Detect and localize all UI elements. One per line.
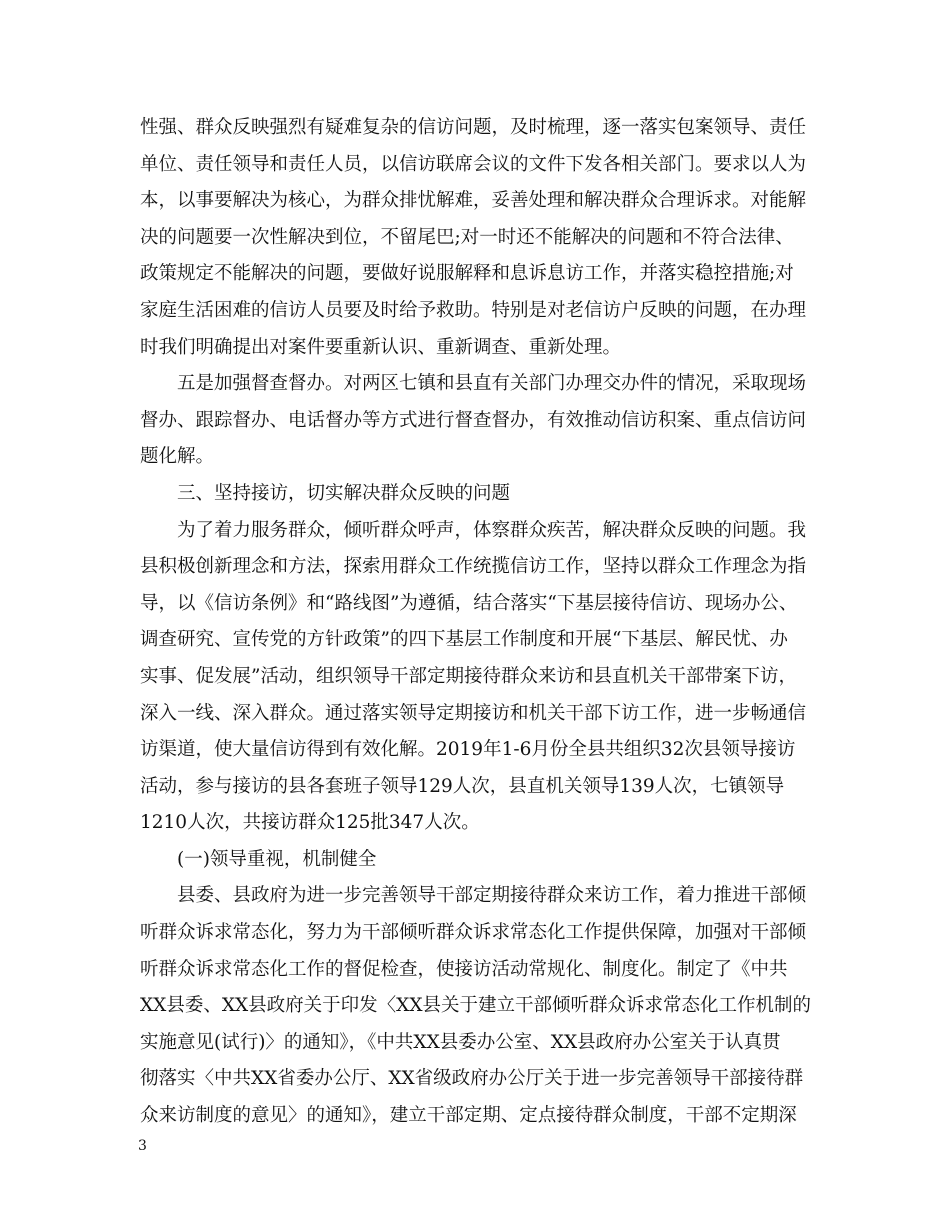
paragraph-line: 决的问题要一次性解决到位，不留尾巴;对一时还不能解决的问题和不符合法律、 [140, 226, 794, 248]
paragraph-line: XX县委、XX县政府关于印发〈XX县关于建立干部倾听群众诉求常态化工作机制的 [140, 995, 812, 1017]
paragraph-line: 活动，参与接访的县各套班子领导129人次，县直机关领导139人次，七镇领导 [140, 775, 785, 797]
paragraph-line: 为了着力服务群众，倾听群众呼声，体察群众疾苦，解决群众反映的问题。我 [177, 519, 807, 541]
paragraph-line: 本，以事要解决为核心，为群众排忧解难，妥善处理和解决群众合理诉求。对能解 [140, 190, 807, 212]
paragraph-line: 深入一线、深入群众。通过落实领导定期接访和机关干部下访工作，进一步畅通信 [140, 702, 807, 724]
paragraph-line: 政策规定不能解决的问题，要做好说服解释和息诉息访工作，并落实稳控措施;对 [140, 263, 794, 285]
paragraph-line: 听群众诉求常态化，努力为干部倾听群众诉求常态化工作提供保障，加强对干部倾 [140, 922, 807, 944]
paragraph-line: 题化解。 [140, 446, 215, 468]
paragraph-line: 实施意见(试行)〉的通知》，《中共XX县委办公室、XX县政府办公室关于认真贯 [140, 1031, 781, 1053]
paragraph-line: 访渠道，使大量信访得到有效化解。2019年1-6月份全县共组织32次县领导接访 [140, 739, 796, 761]
paragraph-line: 彻落实〈中共XX省委办公厅、XX省级政府办公厅关于进一步完善领导干部接待群 [140, 1068, 804, 1090]
paragraph-line: 听群众诉求常态化工作的督促检查，使接访活动常规化、制度化。制定了《中共 [140, 958, 788, 980]
paragraph-line: 督办、跟踪督办、电话督办等方式进行督查督办，有效推动信访积案、重点信访问 [140, 409, 807, 431]
section-heading: 三、坚持接访，切实解决群众反映的问题 [177, 482, 511, 504]
paragraph-line: 性强、群众反映强烈有疑难复杂的信访问题，及时梳理，逐一落实包案领导、责任 [140, 117, 807, 138]
paragraph-line: 导，以《信访条例》和“路线图”为遵循，结合落实“下基层接待信访、现场办公、 [140, 592, 798, 614]
paragraph-line: 县委、县政府为进一步完善领导干部定期接待群众来访工作，着力推进干部倾 [177, 885, 807, 907]
subsection-heading: (一)领导重视，机制健全 [177, 848, 377, 870]
paragraph-line: 时我们明确提出对案件要重新认识、重新调查、重新处理。 [140, 336, 622, 358]
body-text [140, 110, 830, 1135]
page-number: 3 [138, 1138, 147, 1154]
paragraph-line: 家庭生活困难的信访人员要及时给予救助。特别是对老信访户反映的问题，在办理 [140, 299, 807, 321]
paragraph-line: 众来访制度的意见〉的通知》，建立干部定期、定点接待群众制度，干部不定期深 [140, 1105, 797, 1127]
paragraph-line: 调查研究、宣传党的方针政策”的四下基层工作制度和开展“下基层、解民忧、办 [140, 629, 788, 651]
paragraph-line: 县积极创新理念和方法，探索用群众工作统揽信访工作，坚持以群众工作理念为指 [140, 556, 807, 578]
paragraph-line: 1210人次，共接访群众125批347人次。 [140, 812, 480, 834]
paragraph-line: 单位、责任领导和责任人员，以信访联席会议的文件下发各相关部门。要求以人为 [140, 153, 807, 175]
paragraph-line: 实事、促发展”活动，组织领导干部定期接待群众来访和县直机关干部带案下访， [140, 665, 797, 687]
paragraph-line: 五是加强督查督办。对两区七镇和县直有关部门办理交办件的情况，采取现场 [177, 373, 807, 395]
